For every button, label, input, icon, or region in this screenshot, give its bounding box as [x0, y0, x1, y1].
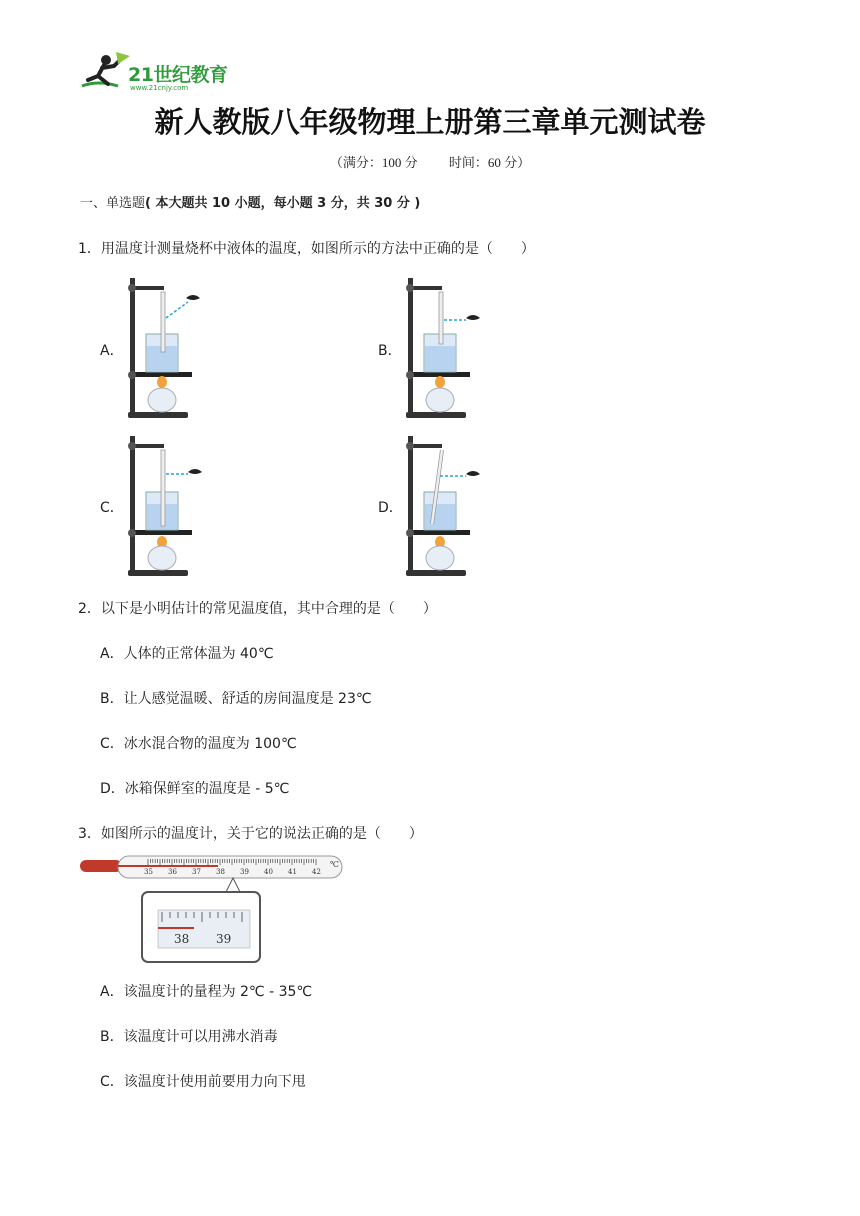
q3-option-b: B．该温度计可以用沸水消毒: [100, 1029, 278, 1045]
section-detail: ( 本大题共 10 小题，每小题 3 分，共 30 分 ): [145, 196, 421, 211]
apparatus-c-figure: [120, 430, 220, 580]
scale-label-38: 38: [216, 868, 225, 876]
eye-icon: [466, 315, 480, 320]
q1-option-b-label: B．: [378, 343, 402, 359]
scale-label-37: 37: [192, 868, 201, 876]
eye-icon: [188, 469, 202, 474]
scale-label-40: 40: [264, 868, 273, 876]
eye-icon: [466, 471, 480, 476]
time-limit: 时间：60 分）: [448, 155, 531, 170]
thermometer-unit: ℃: [330, 860, 339, 869]
q3-option-a: A．该温度计的量程为 2℃ - 35℃: [100, 984, 313, 1000]
scale-label-41: 41: [288, 868, 297, 876]
scale-label-36: 36: [168, 868, 177, 876]
question-2-stem: 2．以下是小明估计的常见温度值，其中合理的是（ ）: [78, 601, 437, 617]
exam-info: [0, 152, 860, 171]
page-title: 新人教版八年级物理上册第三章单元测试卷: [154, 105, 706, 139]
clinical-thermometer-figure: [78, 852, 348, 967]
scale-label-42: 42: [312, 868, 321, 876]
apparatus-a-figure: [120, 272, 220, 422]
zoom-tick-38: 38: [174, 932, 190, 946]
section-header: [80, 192, 420, 211]
scale-label-39: 39: [240, 868, 249, 876]
question-1-stem: 1．用温度计测量烧杯中液体的温度，如图所示的方法中正确的是（ ）: [78, 241, 535, 257]
q2-option-d: D．冰箱保鲜室的温度是 - 5℃: [100, 781, 290, 797]
logo-url: www.21cnjy.com: [130, 84, 189, 92]
q1-option-a-label: A．: [100, 343, 124, 359]
scale-label-35: 35: [144, 868, 153, 876]
apparatus-b-figure: [398, 272, 498, 422]
q1-option-d-label: D．: [378, 500, 403, 516]
q1-option-c-label: C．: [100, 500, 124, 516]
question-3-stem: 3．如图所示的温度计，关于它的说法正确的是（ ）: [78, 826, 423, 842]
logo-text: 21世纪教育: [128, 64, 228, 86]
section-name: 一、单选题: [80, 196, 146, 211]
apparatus-d-figure: [398, 430, 498, 580]
q2-option-c: C．冰水混合物的温度为 100℃: [100, 736, 297, 752]
q2-option-b: B．让人感觉温暖、舒适的房间温度是 23℃: [100, 691, 372, 707]
q3-option-c: C．该温度计使用前要用力向下甩: [100, 1074, 306, 1090]
eye-icon: [186, 295, 200, 300]
q2-option-a: A．人体的正常体温为 40℃: [100, 646, 274, 662]
full-score: （满分：100 分: [329, 155, 418, 170]
zoom-tick-39: 39: [216, 932, 232, 946]
